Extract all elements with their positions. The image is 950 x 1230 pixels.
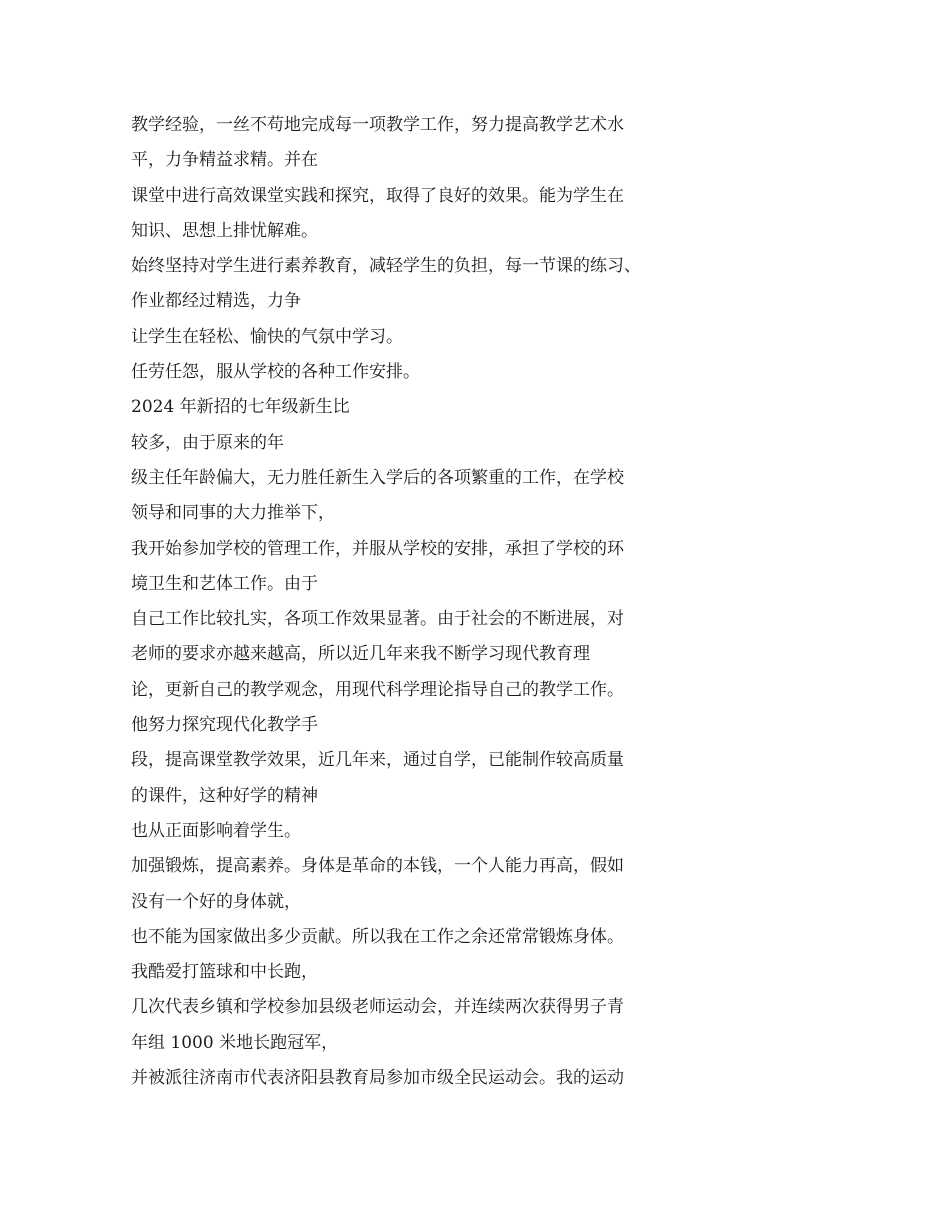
document-body xyxy=(131,108,731,1096)
text-line: 论，更新自己的教学观念，用现代科学理论指导自己的教学工作。 xyxy=(131,679,624,700)
text-line: 较多，由于原来的年 xyxy=(131,432,284,453)
text-line: 作业都经过精选，力争 xyxy=(131,291,301,312)
text-line: 级主任年龄偏大，无力胜任新生入学后的各项繁重的工作，在学校 xyxy=(131,467,624,488)
text-line: 让学生在轻松、愉快的气氛中学习。 xyxy=(131,326,403,347)
text-line: 加强锻炼，提高素养。身体是革命的本钱，一个人能力再高，假如 xyxy=(131,856,624,877)
text-line: 我酷爱打篮球和中长跑， xyxy=(131,962,318,983)
text-line: 自己工作比较扎实，各项工作效果显著。由于社会的不断进展，对 xyxy=(131,609,624,630)
text-line: 平，力争精益求精。并在 xyxy=(131,150,318,171)
text-line: 他努力探究现代化教学手 xyxy=(131,715,318,736)
text-line: 课堂中进行高效课堂实践和探究，取得了良好的效果。能为学生在 xyxy=(131,185,624,206)
text-line: 的课件，这种好学的精神 xyxy=(131,785,318,806)
text-line: 也不能为国家做出多少贡献。所以我在工作之余还常常锻炼身体。 xyxy=(131,926,624,947)
text-line: 任劳任怨，服从学校的各种工作安排。 xyxy=(131,362,420,383)
text-line: 教学经验，一丝不苟地完成每一项教学工作，努力提高教学艺术水 xyxy=(131,115,624,135)
text-line: 没有一个好的身体就， xyxy=(131,891,301,912)
text-line: 2024 年新招的七年级新生比 xyxy=(131,397,350,418)
text-line: 也从正面影响着学生。 xyxy=(131,820,301,841)
text-line: 始终坚持对学生进行素养教育，减轻学生的负担，每一节课的练习、 xyxy=(131,256,641,277)
text-line: 我开始参加学校的管理工作，并服从学校的安排，承担了学校的环 xyxy=(131,538,624,559)
text-line: 老师的要求亦越来越高，所以近几年来我不断学习现代教育理 xyxy=(131,644,590,665)
text-line: 境卫生和艺体工作。由于 xyxy=(131,573,318,594)
text-line: 几次代表乡镇和学校参加县级老师运动会，并连续两次获得男子青 xyxy=(131,997,624,1018)
text-line: 段，提高课堂教学效果，近几年来，通过自学，已能制作较高质量 xyxy=(131,750,624,771)
text-line: 知识、思想上排忧解难。 xyxy=(131,220,318,241)
text-line: 并被派往济南市代表济阳县教育局参加市级全民运动会。我的运动 xyxy=(131,1068,624,1089)
text-line: 领导和同事的大力推举下， xyxy=(131,503,335,524)
text-line: 年组 1000 米地长跑冠军， xyxy=(131,1032,339,1053)
